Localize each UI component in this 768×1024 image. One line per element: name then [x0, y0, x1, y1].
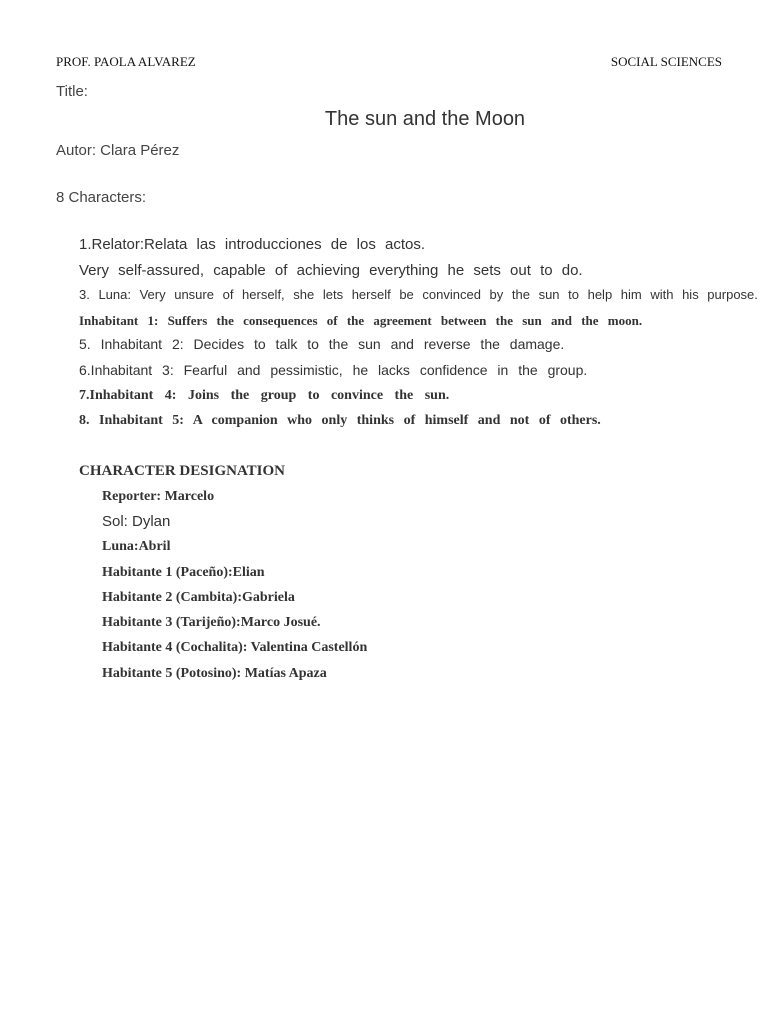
character-item: 8. Inhabitant 5: A companion who only thinks of himself and not of others. — [79, 413, 601, 428]
designation-heading: CHARACTER DESIGNATION — [79, 463, 286, 479]
character-item: Very self-assured, capable of achieving everything he sets out to do. — [79, 262, 583, 279]
character-item: 1.Relator:Relata las introducciones de los actos. — [79, 236, 426, 253]
character-item: 3. Luna: Very unsure of herself, she lets herself be convinced by the sun to help him with his purpose. — [79, 287, 758, 302]
author-line: Autor: Clara Pérez — [56, 142, 180, 159]
designation-item: Habitante 4 (Cochalita): Valentina Castellón — [102, 640, 368, 655]
designation-item: Habitante 3 (Tarijeño):Marco Josué. — [102, 615, 321, 630]
designation-item: Reporter: Marcelo — [102, 489, 215, 504]
character-item: 7.Inhabitant 4: Joins the group to convince the sun. — [79, 388, 450, 403]
designation-item: Habitante 2 (Cambita):Gabriela — [102, 590, 295, 605]
document-title: The sun and the Moon — [324, 108, 526, 130]
designation-item: Habitante 1 (Paceño):Elian — [102, 565, 265, 580]
designation-item: Habitante 5 (Potosino): Matías Apaza — [102, 666, 327, 681]
characters-heading: 8 Characters: — [56, 189, 147, 206]
designation-item: Luna:Abril — [102, 539, 171, 554]
designation-item: Sol: Dylan — [102, 513, 171, 530]
character-item: 5. Inhabitant 2: Decides to talk to the sun and reverse the damage. — [79, 336, 565, 352]
subject-name: SOCIAL SCIENCES — [610, 54, 722, 69]
title-label: Title: — [56, 83, 88, 100]
character-item: Inhabitant 1: Suffers the consequences of the agreement between the sun and the moon. — [79, 313, 643, 328]
teacher-name: PROF. PAOLA ALVAREZ — [56, 54, 196, 69]
character-item: 6.Inhabitant 3: Fearful and pessimistic, he lacks confidence in the group. — [79, 362, 588, 378]
